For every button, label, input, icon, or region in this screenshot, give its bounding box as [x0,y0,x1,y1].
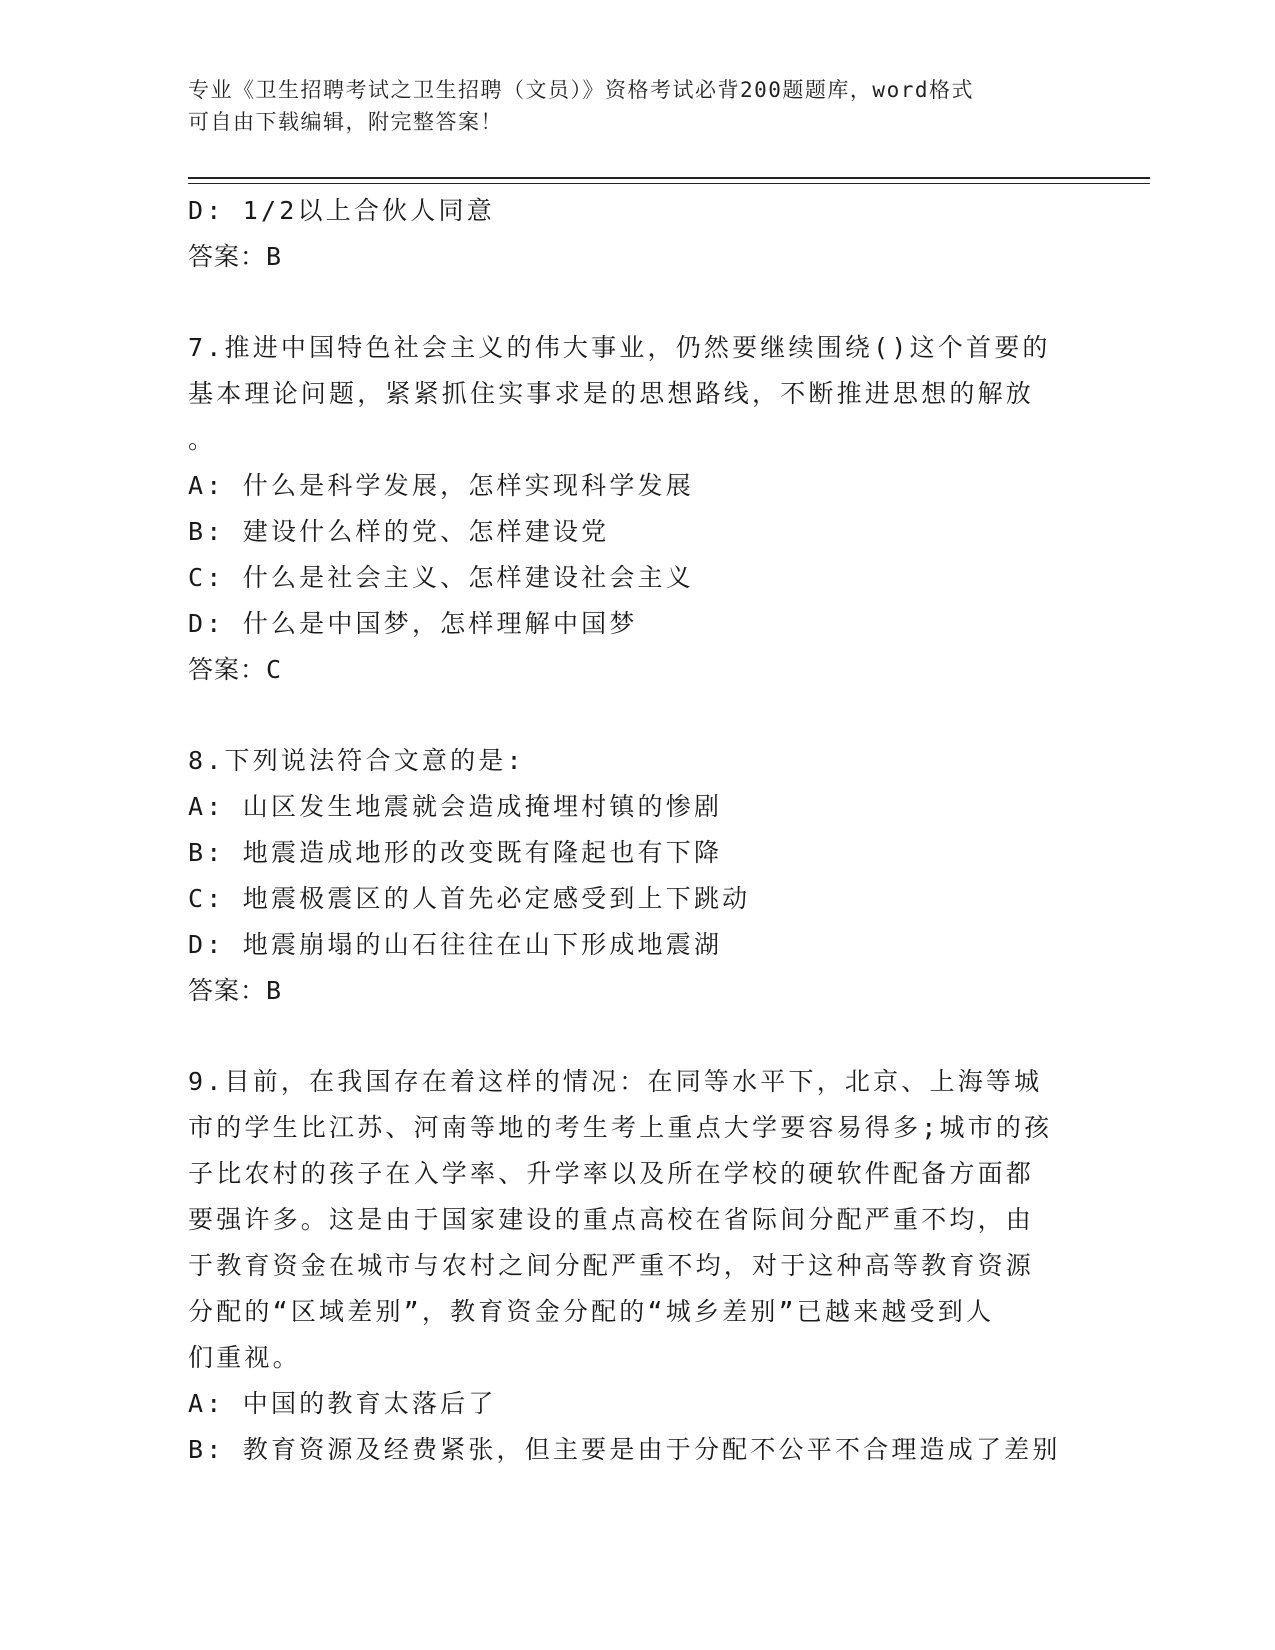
spacer [188,1014,1088,1059]
question-stem-line: 。 [188,425,217,454]
question-stem-line: 们重视。 [188,1343,301,1372]
option-d: D: 什么是中国梦，怎样理解中国梦 [188,609,638,638]
header-title-line-2: 可自由下载编辑，附完整答案！ [188,110,503,134]
question-stem-line: 7.推进中国特色社会主义的伟大事业，仍然要继续围绕()这个首要的 [188,333,1051,362]
option-b: B: 建设什么样的党、怎样建设党 [188,517,610,546]
question-stem-line: 8.下列说法符合文意的是: [188,746,525,775]
header-divider-thin [188,183,1150,184]
question-7 [188,325,1088,693]
option-b: B: 地震造成地形的改变既有隆起也有下降 [188,838,723,867]
header-divider-thick [188,177,1150,179]
question-stem-line: 于教育资金在城市与农村之间分配严重不均，对于这种高等教育资源 [188,1251,1035,1280]
question-stem-line: 市的学生比江苏、河南等地的考生考上重点大学要容易得多;城市的孩 [188,1113,1053,1142]
question-9 [188,1059,1088,1473]
answer: 答案：C [188,655,283,684]
option-a: A: 山区发生地震就会造成掩埋村镇的惨剧 [188,792,723,821]
spacer [188,693,1088,738]
question-stem-line: 9.目前，在我国存在着这样的情况：在同等水平下，北京、上海等城 [188,1067,1043,1096]
question-stem-line: 要强许多。这是由于国家建设的重点高校在省际间分配严重不均，由 [188,1205,1035,1234]
answer: 答案：B [188,976,283,1005]
question-stem-line: 分配的“区域差别”，教育资金分配的“城乡差别”已越来越受到人 [188,1297,995,1326]
option-d: D: 1/2以上合伙人同意 [188,196,495,225]
option-d: D: 地震崩塌的山石往往在山下形成地震湖 [188,930,723,959]
spacer [188,280,1088,325]
option-b: B: 教育资源及经费紧张，但主要是由于分配不公平不合理造成了差别 [188,1435,1061,1464]
option-a: A: 中国的教育太落后了 [188,1389,497,1418]
option-a: A: 什么是科学发展，怎样实现科学发展 [188,471,694,500]
page-header [188,74,1088,138]
question-stem-line: 基本理论问题，紧紧抓住实事求是的思想路线，不断推进思想的解放 [188,379,1035,408]
previous-question [188,188,1088,280]
header-title-line-1: 专业《卫生招聘考试之卫生招聘（文员）》资格考试必背200题题库，word格式 [188,78,974,102]
answer: 答案：B [188,242,283,271]
question-stem-line: 子比农村的孩子在入学率、升学率以及所在学校的硬软件配备方面都 [188,1159,1035,1188]
option-c: C: 什么是社会主义、怎样建设社会主义 [188,563,694,592]
question-8 [188,738,1088,1014]
option-c: C: 地震极震区的人首先必定感受到上下跳动 [188,884,751,913]
document-body [188,188,1088,1473]
